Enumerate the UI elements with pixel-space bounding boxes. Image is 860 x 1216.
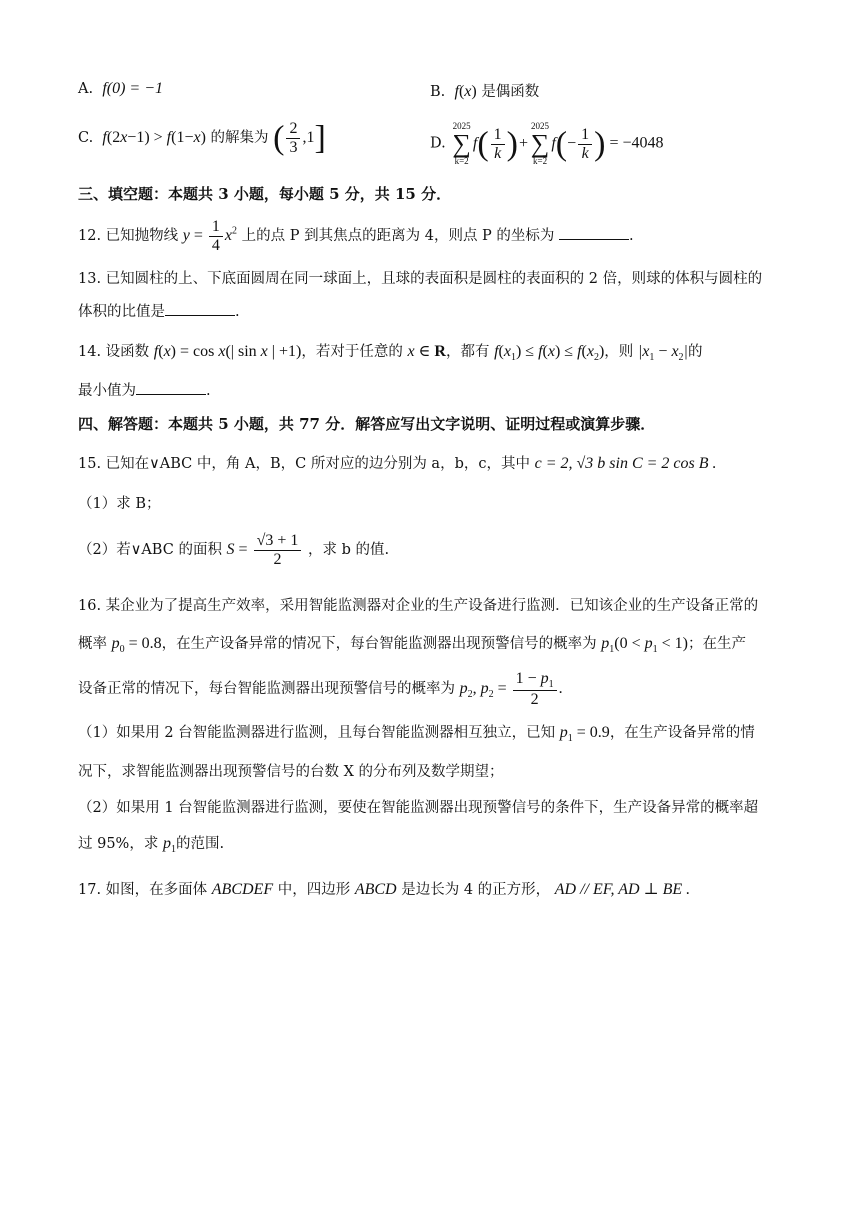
option-d-math: 2025 ∑ k=2 f( $\frac{1}{k}$ )+ 2025 ∑ k=2 f(− $\frac{1}{k}$ ) (452, 121, 606, 166)
q13-end: . (235, 304, 240, 320)
question-13-line2 (78, 300, 782, 321)
q15-area: S = $\frac{√3 + 1}{2}$ (227, 541, 304, 558)
q16-line2-b: ，在生产设备异常的情况下，每台智能监测器出现预警信号的概率为 (161, 636, 597, 652)
q15-text: 已知在∨ABC 中，角 A，B，C 所对应的边分别为 a，b，c，其中 (105, 456, 530, 472)
q12-number: 12. (78, 227, 102, 244)
q16-line1: 某企业为了提高生产效率，采用智能监测器对企业的生产设备进行监测．已知该企业的生产设备正常的 (105, 598, 759, 614)
question-12 (78, 218, 782, 254)
q12-end: . (629, 227, 634, 244)
q17-number: 17. (78, 882, 102, 898)
q17-text-b: 中，四边形 (277, 882, 351, 898)
option-a-math: f(0) = −1 (102, 80, 164, 97)
question-14-line2 (78, 379, 782, 400)
q14-number: 14. (78, 344, 102, 360)
question-15 (78, 452, 782, 473)
q16-line3-a: 设备正常的情况下，每台智能监测器出现预警信号的概率为 (78, 681, 455, 698)
q14-domain: x ∈ R (407, 343, 446, 360)
q15-part2 (78, 532, 782, 568)
q16-part2-line2 (78, 832, 782, 855)
q14-text-d: ，则 (604, 344, 634, 360)
q16-p0: $p_0 = 0.8$ (111, 635, 162, 656)
question-17 (78, 878, 782, 899)
q16-p1-value: $p_1 = 0.9$ (559, 724, 610, 745)
q17-text-c: 是边长为 4 的正方形， (401, 882, 551, 898)
q15-part2-b: ，求 b 的值. (308, 541, 390, 558)
q13-line2: 体积的比值是 (78, 304, 165, 320)
q15-number: 15. (78, 456, 102, 472)
question-16 (78, 594, 782, 615)
q15-condition: c = 2, √3 b sin C = 2 cos B . (534, 455, 717, 472)
q12-answer-blank (559, 225, 629, 240)
section-3-title: 三、填空题：本题共 3 小题，每小题 5 分，共 15 分． (78, 185, 452, 203)
q14-text-e: 的 (687, 344, 703, 360)
option-a-label: A. (78, 81, 94, 97)
q16-part2: （2）如果用 1 台智能监测器进行监测，要使在智能监测器出现预警信号的条件下，生产设备异常的概率超 (78, 800, 759, 816)
q16-line3 (78, 670, 782, 709)
q17-solid: ABCDEF (211, 881, 274, 898)
q16-line2 (78, 632, 782, 655)
option-c-text: 的解集为 (210, 129, 269, 146)
option-d-label: D. (430, 135, 446, 152)
q16-part1-a: （1）如果用 2 台智能监测器进行监测，且每台智能监测器相互独立，已知 (78, 725, 556, 741)
section-4-title: 四、解答题：本题共 5 小题，共 77 分．解答应写出文字说明、证明过程或演算步骤． (78, 415, 656, 433)
q16-p2: $p_2$, $p_2$ = $\frac{1 - p_1}{2}$ . (459, 670, 563, 709)
q14-abs: $|x_1 - x_2|$ (637, 343, 688, 364)
q16-p1-symbol: $p_1$ (162, 835, 176, 856)
option-c-label: C. (78, 129, 94, 146)
q12-parabola: y = $\frac{1}{4}$ $x^2$ (182, 218, 238, 254)
q14-inequality: $f(x_1) \le f(x) \le f(x_2)$ (494, 343, 605, 364)
q14-text-a: 设函数 (105, 344, 150, 360)
q14-function: f(x) = cos x(| sin x | +1) (153, 343, 302, 360)
option-c-interval: ( $\frac{2}{3}$ ,1] (273, 119, 326, 157)
option-b-label: B. (430, 84, 446, 100)
option-c-math: f(2x−1) > f(1−x) (102, 128, 206, 146)
q16-number: 16. (78, 598, 102, 614)
q13-answer-blank (165, 301, 235, 316)
q14-line2: 最小值为 (78, 383, 136, 399)
q16-part2-a: 过 95%，求 (78, 836, 159, 852)
option-d-result: = −4048 (609, 134, 664, 152)
q16-part2-b: 的范围. (175, 836, 225, 852)
q15-part2-a: （2）若∨ABC 的面积 (78, 541, 222, 558)
option-d (430, 122, 664, 166)
q16-part1-line2: 况下，求智能监测器出现预警信号的台数 X 的分布列及数学期望； (78, 764, 504, 780)
q12-text-a: 已知抛物线 (105, 227, 179, 244)
question-14 (78, 340, 782, 363)
q17-square: ABCD (354, 881, 397, 898)
q16-line2-c: ；在生产 (687, 636, 746, 652)
q16-part1-b: ，在生产设备异常的情 (609, 725, 755, 741)
q16-p1-range: $p_1(0 < p_1 < 1)$ (601, 635, 688, 656)
q12-text-b: 上的点 P 到其焦点的距离为 4，则点 P 的坐标为 (241, 227, 555, 244)
q14-text-b: ，若对于任意的 (301, 344, 403, 360)
q16-part1 (78, 721, 782, 744)
q14-answer-blank (136, 380, 206, 395)
q15-part1: （1）求 B； (78, 496, 161, 512)
question-13 (78, 267, 782, 288)
q14-end: . (206, 383, 211, 399)
option-b (430, 80, 539, 101)
q13-number: 13. (78, 271, 102, 287)
q14-text-c: ，都有 (445, 344, 490, 360)
q16-line2-a: 概率 (78, 636, 107, 652)
option-b-math: f(x) (454, 83, 477, 100)
q17-text-a: 如图，在多面体 (105, 882, 208, 898)
q13-line1: 已知圆柱的上、下底面圆周在同一球面上，且球的表面积是圆柱的表面积的 2 倍，则球的体积与圆柱的 (105, 271, 763, 287)
q17-condition: AD // EF, AD ⊥ BE . (554, 881, 691, 898)
option-b-text: 是偶函数 (481, 84, 540, 100)
